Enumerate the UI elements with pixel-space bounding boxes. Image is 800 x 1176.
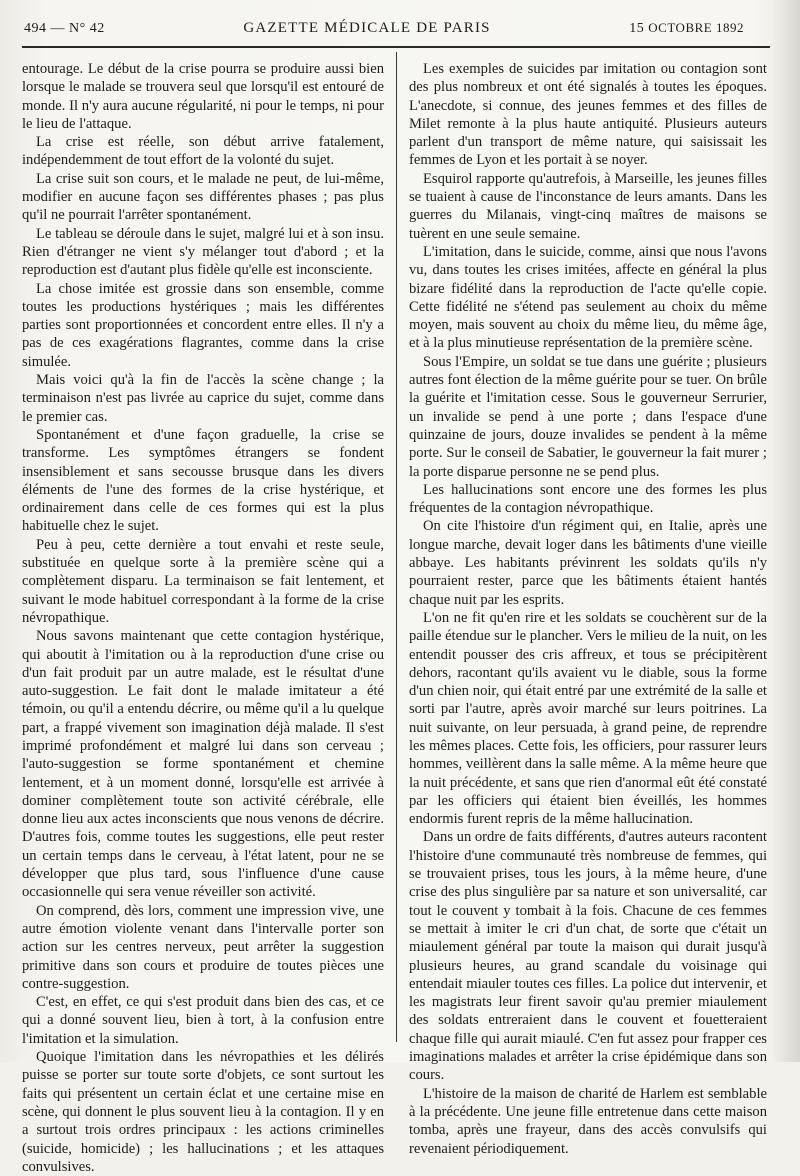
paragraph: Esquirol rapporte qu'autrefois, à Marseille, les jeunes filles se tuaient à cause de l'inconstance de leurs amants. Dans les guerres du Milanais, vingt-cinq maîtres de maisons se tuèrent en une seule semaine. <box>409 170 767 242</box>
paragraph: L'histoire de la maison de charité de Harlem est semblable à la précédente. Une jeune fille entretenue dans cette maison tomba, après une frayeur, dans des accès convulsifs qui revenaient périodiquement. <box>409 1085 767 1157</box>
paragraph: Quoique l'imitation dans les névropathies et les délirés puisse se porter sur toute sorte d'objets, ce sont surtout les faits qui présentent un certain éclat et une certaine mise en scène, qui donnent le plus souvent lieu à la contagion. Il y en a surtout trois ordres principaux : les actions criminelles (suicide, homicide) ; les hallucinations ; et les attaques convulsives. <box>22 1049 384 1175</box>
paragraph: La crise est réelle, son début arrive fatalement, indépendemment de tout effort de la volonté du sujet. <box>22 134 384 169</box>
issue-date <box>629 20 744 37</box>
paragraph: Sous l'Empire, un soldat se tue dans une guérite ; plusieurs autres font élection de la même guérite pour se tuer. On brûle la guérite et l'imitation cesse. Sous le gouverneur Serrurier, un invalide se pend à une porte ; dans l'espace d'une quinzaine de jours, douze invalides se pendent à la même porte. Sur le conseil de Sabatier, le gouverneur la fait murer ; la porte disparue personne ne se pend plus. <box>409 353 767 480</box>
left-column <box>22 60 384 1175</box>
paragraph: Peu à peu, cette dernière a tout envahi et reste seule, substituée en quelque sorte à la première scène qui a complètement disparu. La terminaison se fait lentement, et suivant le mode habituel correspondant à la forme de la crise névropathique. <box>22 536 384 626</box>
column-divider <box>396 52 397 1042</box>
header-rule <box>22 46 770 48</box>
paragraph: L'on ne fit qu'en rire et les soldats se couchèrent sur de la paille étendue sur le plancher. Vers le milieu de la nuit, on les entendit pousser des cris affreux, et tous se précipitèrent dehors, racontant qu'ils avaient vu le diable, sous la forme d'un chien noir, qui était entré par une extrémité de la salle et sorti par l'autre, après avoir marché sur leurs poitrines. La nuit suivante, on leur persuada, à grand peine, de reprendre les mêmes places. Cette fois, les officiers, pour rassurer leurs hommes, veillèrent dans la salle même. A la même heure que la nuit précédente, et sans que rien d'anormal eût été constaté par les officiers qui étaient bien éveillés, les hommes endormis furent repris de la même hallucination. <box>409 609 767 828</box>
paragraph: On comprend, dès lors, comment une impression vive, une autre émotion violente venant dans l'intervalle porter son action sur les centres nerveux, peut arrêter la suggestion primitive dans son cours et produire de toutes pièces une contre-suggestion. <box>22 902 384 992</box>
paragraph: Le tableau se déroule dans le sujet, malgré lui et à son insu. Rien d'étranger ne vient s'y mélanger tout d'abord ; et la reproduction est d'autant plus fidèle qu'elle est inconsciente. <box>22 225 384 279</box>
paragraph: Mais voici qu'à la fin de l'accès la scène change ; la terminaison n'est pas livrée au caprice du sujet, comme dans le premier cas. <box>22 372 384 425</box>
paragraph: On cite l'histoire d'un régiment qui, en Italie, après une longue marche, devait loger dans les bâtiments d'une vieille abbaye. Les habitants prévinrent les soldats qu'ils n'y pourraient rester, parce que les bâtiments étaient hantés chaque nuit par les esprits. <box>409 518 767 608</box>
paragraph: La crise suit son cours, et le malade ne peut, de lui-même, modifier en aucune façon ses différentes phases ; pas plus qu'il ne pourrait l'arrêter spontanément. <box>22 170 384 224</box>
paragraph: Spontanément et d'une façon graduelle, la crise se transforme. Les symptômes étrangers se fondent insensiblement et sans secousse brusque dans les divers éléments de l'une des formes de la crise hystérique, et ordinairement dans celle de ces formes qui est la plus habituelle chez le sujet. <box>22 426 384 535</box>
journal-title: GAZETTE MÉDICALE DE PARIS <box>243 20 491 36</box>
right-column <box>409 60 767 1157</box>
paragraph: entourage. Le début de la crise pourra se produire aussi bien lorsque le malade se trouvera seul que lorsqu'il est entouré de monde. Il n'y aura aucune régularité, ni pour le temps, ni pour le lieu de l'attaque. <box>22 61 384 132</box>
paragraph: L'imitation, dans le suicide, comme, ainsi que nous l'avons vu, dans toutes les crises imitées, affecte en général la plus bizare fidélité dans la reproduction de l'acte qu'elle copie. Cette fidélité ne s'étend pas seulement au choix du même moyen, mais souvent au choix du même lieu, du même âge, et à la plus minutieuse représentation de la première scène. <box>409 243 767 352</box>
paragraph: Les exemples de suicides par imitation ou contagion sont des plus nombreux et ont été signalés à toutes les époques. L'anecdote, si connue, des jeunes femmes et des filles de Milet remonte à la plus haute antiquité. Plusieurs auteurs parlent d'un transport de même nature, qui saisissait les femmes de Lyon et les portait à se noyer. <box>409 61 767 169</box>
paragraph: Nous savons maintenant que cette contagion hystérique, qui aboutit à l'imitation ou à la reproduction d'une crise ou d'un fait produit par un autre malade, est le résultat d'une auto-suggestion. Le fait dont le malade imitateur a été témoin, ou qu'il a entendu décrire, ou même qu'il a lu quelque part, a frappé vivement son imagination déjà malade. Il s'est imprimé profondément et malgré lui dans son cerveau ; l'auto-suggestion se forme spontanément et chemine lentement, et à un moment donné, lorsqu'elle est arrivée à dominer complètement toute son activité cérébrale, elle donne lieu aux actes inconscients que nous venons de décrire. D'autres fois, comme toutes les suggestions, elle peut rester un certain temps dans le cerveau, à l'état latent, pour ne se développer que plus tard, sous l'influence d'une cause occasionnelle qui sera venue réveiller son activité. <box>22 628 384 901</box>
page-header <box>24 20 744 44</box>
issue-month-year: OCTOBRE 1892 <box>648 20 744 35</box>
paragraph: C'est, en effet, ce qui s'est produit dans bien des cas, et ce qui a donné souvent lieu, bien à tort, à la confusion entre l'imitation et la simulation. <box>22 994 384 1047</box>
paragraph: Dans un ordre de faits différents, d'autres auteurs racontent l'histoire d'une communauté très nombreuse de femmes, qui se trouvaient prises, tous les jours, à la même heure, d'une crise des plus singulière par sa nature et son universalité, car tout le couvent y tombait à la fois. Chacune de ces femmes se mettait à imiter le cri d'un chat, de sorte que c'était un miaulement général par toute la maison qui durait jusqu'à plusieurs heures, au grand scandale du voisinage qui entendait miauler toutes ces filles. La police dut intervenir, et les magistrats leur firent savoir qu'au premier miaulement des soldats entreraient dans le couvent et fouetteraient chaque fille qui aurait miaulé. C'en fut assez pour frapper ces imaginations malades et arrêter la crise épidémique dans son cours. <box>409 829 767 1084</box>
issue-day: 15 <box>629 21 645 36</box>
paragraph: Les hallucinations sont encore une des formes les plus fréquentes de la contagion névropathique. <box>409 481 767 517</box>
page-edge-shadow <box>772 0 800 1062</box>
paragraph: La chose imitée est grossie dans son ensemble, comme toutes les productions hystériques ; mais les différentes parties sont proportionnées et concordent entre elles. Il n'y a pas de ces exagérations flagrantes, comme dans la crise simulée. <box>22 280 384 370</box>
page-number: 494 — N° 42 <box>24 21 105 36</box>
